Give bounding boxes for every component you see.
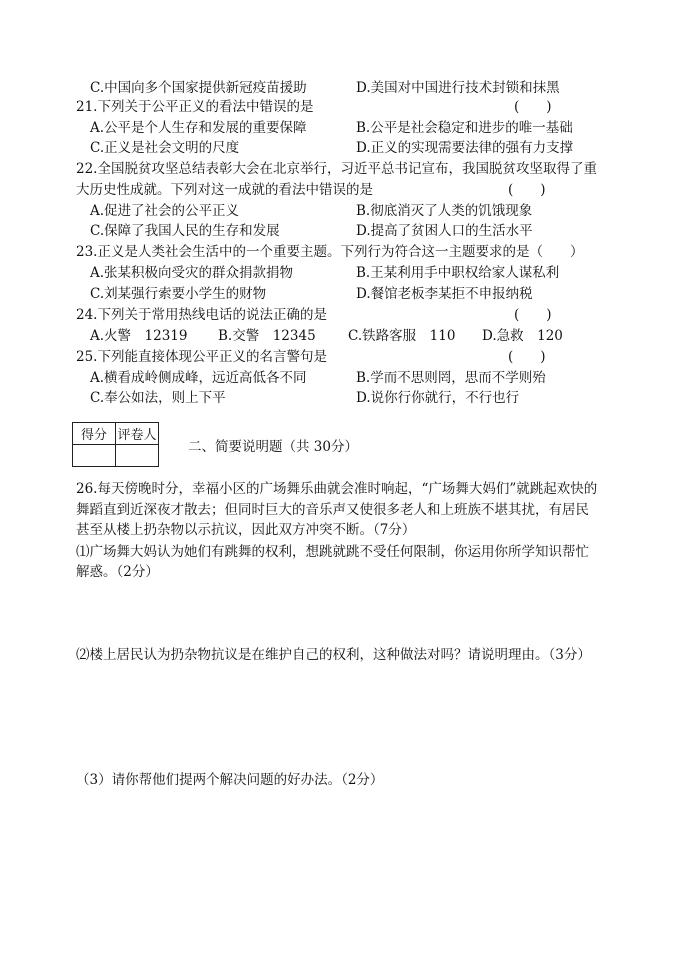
q25-option-a: A.横看成岭侧成峰，远近高低各不同: [90, 370, 307, 386]
score-box: [72, 422, 159, 467]
q25-answer-paren: ( ): [508, 349, 546, 365]
q25-stem: 25.下列能直接体现公平正义的名言警句是: [76, 349, 327, 365]
q25-option-b: B.学而不思则罔，思而不学则殆: [356, 370, 546, 386]
score-header: 得分: [73, 423, 116, 445]
q23-option-a: A.张某积极向受灾的群众捐款捐物: [90, 265, 294, 281]
q26-stem-line1: 26.每天傍晚时分，幸福小区的广场舞乐曲就会准时响起，“广场舞大妈们”就跳起欢快的: [76, 481, 598, 497]
q24-option-b: B.交警 12345: [218, 328, 316, 344]
q21-stem: 21.下列关于公平正义的看法中错误的是: [76, 99, 314, 115]
q23-option-b: B.王某利用手中职权给家人谋私利: [356, 265, 560, 281]
q21-option-a: A.公平是个人生存和发展的重要保障: [90, 120, 307, 136]
q21-option-b: B.公平是社会稳定和进步的唯一基础: [356, 120, 573, 136]
grader-cell[interactable]: [116, 445, 159, 467]
section-2-title: 二、简要说明题（共 30分）: [188, 439, 358, 455]
q24-option-a: A.火警 12319: [90, 328, 188, 344]
q24-option-d: D.急救 120: [482, 328, 563, 344]
q24-answer-paren: ( ): [514, 307, 552, 323]
q23-stem: 23.正义是人类社会生活中的一个重要主题。下列行为符合这一主题要求的是（ ）: [76, 244, 584, 260]
q26-sub2: ⑵楼上居民认为扔杂物抗议是在维护自己的权利，这种做法对吗？请说明理由。（3分）: [76, 647, 591, 663]
q21-option-c: C.正义是社会文明的尺度: [90, 140, 240, 156]
q22-option-c: C.保障了我国人民的生存和发展: [90, 223, 280, 239]
q26-stem-line3: 甚至从楼上扔杂物以示抗议，因此双方冲突不断。（7分）: [76, 522, 416, 538]
score-cell[interactable]: [73, 445, 116, 467]
q21-option-d: D.正义的实现需要法律的强有力支撑: [356, 140, 574, 156]
q22-stem-line1: 22.全国脱贫攻坚总结表彰大会在北京举行，习近平总书记宣布，我国脱贫攻坚取得了重: [76, 161, 597, 177]
q24-option-c: C.铁路客服 110: [348, 328, 456, 344]
q26-stem-line2: 舞蹈直到近深夜才散去；但同时巨大的音乐声又使很多老人和上班族不堪其扰，有居民: [76, 502, 589, 518]
q25-option-c: C.奉公如法，则上下平: [90, 390, 226, 406]
q22-option-b: B.彻底消灭了人类的饥饿现象: [356, 203, 533, 219]
q21-answer-paren: ( ): [514, 99, 552, 115]
q22-answer-paren: ( ): [508, 182, 546, 198]
q22-option-d: D.提高了贫困人口的生活水平: [356, 223, 533, 239]
q26-sub3: （3）请你帮他们提两个解决问题的好办法。（2分）: [76, 772, 384, 788]
q20-option-c: C.中国向多个国家提供新冠疫苗援助: [90, 80, 307, 96]
q23-option-c: C.刘某强行索要小学生的财物: [90, 286, 267, 302]
q25-option-d: D.说你行你就行，不行也行: [356, 390, 520, 406]
q26-sub1-line2: 解惑。（2分）: [76, 564, 159, 580]
q23-option-d: D.餐馆老板李某拒不申报纳税: [356, 286, 533, 302]
q22-stem-line2: 大历史性成就。下列对这一成就的看法中错误的是: [76, 182, 373, 198]
q24-stem: 24.下列关于常用热线电话的说法正确的是: [76, 307, 327, 323]
grader-header: 评卷人: [116, 423, 159, 445]
q20-option-d: D.美国对中国进行技术封锁和抹黑: [356, 80, 560, 96]
q26-sub1-line1: ⑴广场舞大妈认为她们有跳舞的权利，想跳就跳不受任何限制，你运用你所学知识帮忙: [76, 544, 589, 560]
q22-option-a: A.促进了社会的公平正义: [90, 203, 240, 219]
